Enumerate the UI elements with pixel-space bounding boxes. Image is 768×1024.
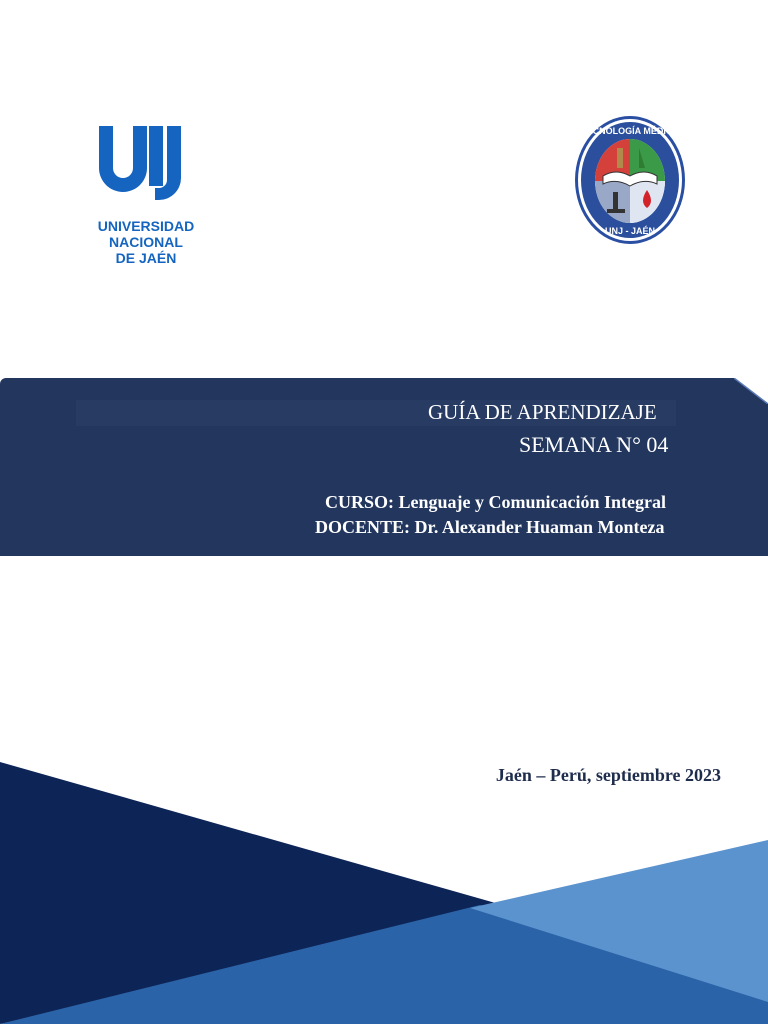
teacher-line: DOCENTE: Dr. Alexander Huaman Monteza (315, 517, 665, 537)
university-name-line2: DE JAÉN (115, 250, 177, 266)
tecnologia-medica-seal (573, 114, 687, 246)
unj-logo (60, 120, 240, 266)
seal-top-text: TECNOLOGÍA MÉDICA (581, 126, 679, 136)
course-line: CURSO: Lenguaje y Comunicación Integral (325, 492, 666, 512)
unj-logo-mark (95, 120, 195, 202)
guide-title: GUÍA DE APRENDIZAJE (428, 400, 657, 424)
week-title: SEMANA N° 04 (519, 432, 669, 457)
seal-bottom-text: UNJ - JAÉN (604, 226, 656, 236)
university-name (60, 218, 232, 266)
place-date: Jaén – Perú, septiembre 2023 (495, 765, 721, 785)
title-band (0, 378, 768, 556)
band-corner-fold (734, 378, 768, 404)
decorative-bottom-shapes (0, 740, 768, 1024)
university-name-line1: UNIVERSIDAD NACIONAL (97, 218, 195, 250)
